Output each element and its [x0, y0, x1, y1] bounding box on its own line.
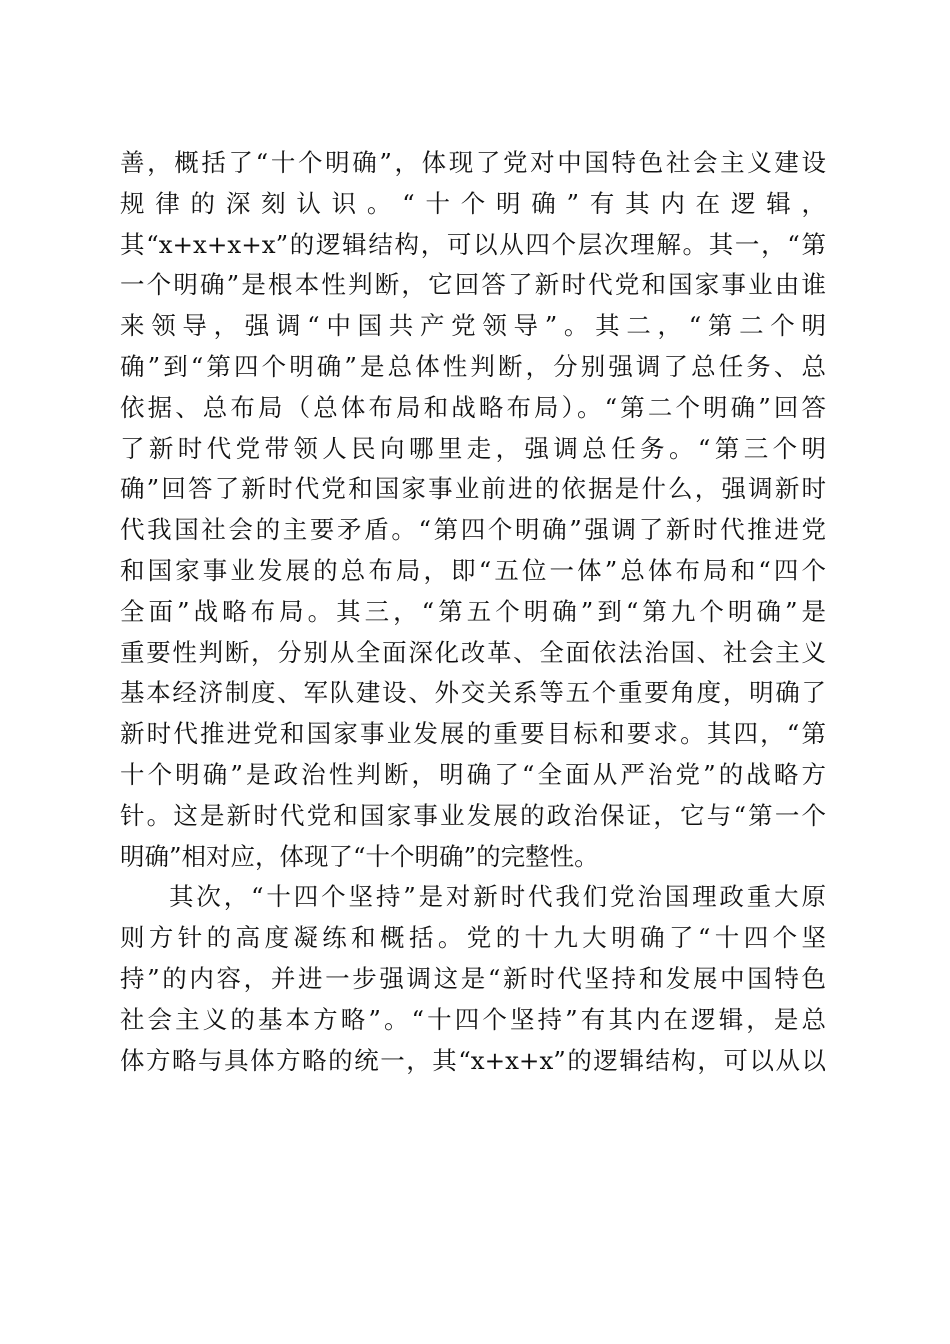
text-line: 一个明确”是根本性判断，它回答了新时代党和国家事业由谁	[120, 270, 826, 300]
text-line: 来领导，强调“中国共产党领导”。其二，“第二个明	[120, 311, 826, 341]
text-line: 全面”战略布局。其三，“第五个明确”到“第九个明确”是	[120, 596, 826, 626]
text-line: 规律的深刻认识。“十个明确”有其内在逻辑，	[120, 188, 826, 218]
text-line: 和国家事业发展的总布局，即“五位一体”总体布局和“四个	[120, 555, 826, 585]
text-line: 则方针的高度凝练和概括。党的十九大明确了“十四个坚	[120, 923, 826, 953]
text-line: 重要性判断，分别从全面深化改革、全面依法治国、社会主义	[120, 637, 826, 667]
text-line: 十个明确”是政治性判断，明确了“全面从严治党”的战略方	[120, 759, 826, 789]
text-line: 其次，“十四个坚持”是对新时代我们党治国理政重大原	[169, 882, 826, 912]
text-line: 依据、总布局（总体布局和战略布局）。“第二个明确”回答	[120, 392, 826, 422]
text-line: 针。这是新时代党和国家事业发展的政治保证，它与“第一个	[120, 800, 826, 830]
text-line: 基本经济制度、军队建设、外交关系等五个重要角度，明确了	[120, 678, 826, 708]
text-line: 了新时代党带领人民向哪里走，强调总任务。“第三个明	[120, 433, 826, 463]
text-line: 确”到“第四个明确”是总体性判断，分别强调了总任务、总	[120, 351, 826, 381]
paragraph-2	[120, 877, 826, 1081]
text-line: 明确”相对应，体现了“十个明确”的完整性。	[120, 841, 599, 871]
text-line: 确”回答了新时代党和国家事业前进的依据是什么，强调新时	[120, 474, 826, 504]
text-line: 体方略与具体方略的统一，其“x+x+x”的逻辑结构，可以从以	[120, 1045, 826, 1075]
text-line: 社会主义的基本方略”。“十四个坚持”有其内在逻辑，是总	[120, 1004, 826, 1034]
text-line: 其“x+x+x+x”的逻辑结构，可以从四个层次理解。其一，“第	[120, 229, 826, 259]
text-line: 持”的内容，并进一步强调这是“新时代坚持和发展中国特色	[120, 963, 826, 993]
text-line: 新时代推进党和国家事业发展的重要目标和要求。其四，“第	[120, 719, 826, 749]
document-body	[120, 143, 826, 1081]
text-line: 代我国社会的主要矛盾。“第四个明确”强调了新时代推进党	[120, 515, 826, 545]
paragraph-1	[120, 143, 826, 877]
text-line: 善，概括了“十个明确”，体现了党对中国特色社会主义建设	[120, 148, 826, 177]
